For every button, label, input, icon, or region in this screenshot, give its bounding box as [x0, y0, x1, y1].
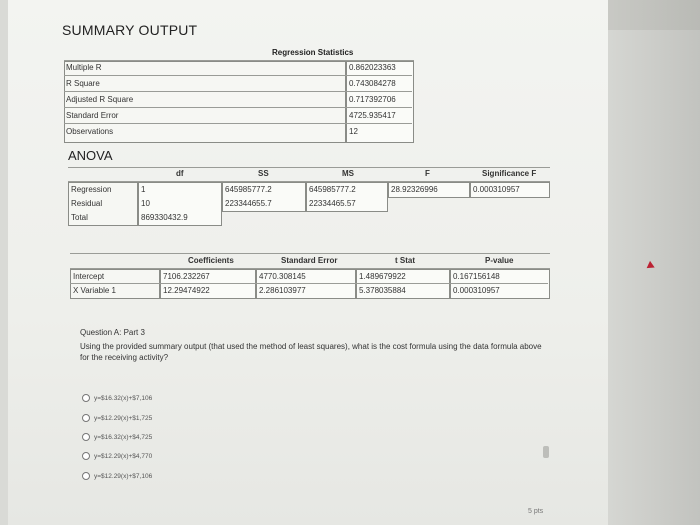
stat-value: 0.743084278	[349, 79, 396, 88]
radio-button-icon[interactable]	[82, 414, 90, 422]
stat-label: Observations	[66, 127, 114, 136]
anova-cell: 645985777.2	[225, 185, 272, 194]
anova-title: ANOVA	[68, 148, 113, 163]
coef-cell: 0.167156148	[453, 272, 500, 281]
points-label: 5 pts	[528, 508, 544, 515]
radio-button-icon[interactable]	[82, 452, 90, 460]
stat-value: 12	[349, 127, 358, 136]
coef-cell: 4770.308145	[259, 272, 306, 281]
rule	[68, 167, 550, 168]
coef-cell: 1.489679922	[359, 272, 406, 281]
coef-cell: 12.29474922	[163, 286, 210, 295]
answer-option[interactable]	[82, 414, 152, 422]
coef-cell: 7106.232267	[163, 272, 210, 281]
coef-row-label: X Variable 1	[73, 286, 116, 295]
answer-option[interactable]	[82, 472, 152, 480]
stat-value: 0.717392706	[349, 95, 396, 104]
anova-row-label: Residual	[71, 199, 103, 208]
anova-cell: 28.92326996	[391, 185, 438, 194]
anova-cell: 223344655.7	[225, 199, 272, 208]
stat-value: 4725.935417	[349, 111, 396, 120]
stat-value: 0.862023363	[349, 63, 396, 72]
coef-header-t-stat: t Stat	[395, 256, 415, 265]
rule	[64, 107, 412, 108]
coef-header-coefficients: Coefficients	[188, 256, 234, 265]
summary-output-title: SUMMARY OUTPUT	[62, 22, 198, 38]
question-text: Using the provided summary output (that used the method of least squares), what is the cost formula using the data formula above for the receiving activity?	[80, 342, 542, 362]
rule	[64, 91, 412, 92]
question-title: Question A: Part 3	[80, 328, 145, 337]
anova-header-ms: MS	[342, 169, 354, 178]
rule	[64, 75, 412, 76]
anova-header-df: df	[176, 169, 184, 178]
rule	[70, 283, 548, 284]
answer-option[interactable]	[82, 452, 152, 460]
answer-option-label: y=$16.32(x)+$7,106	[94, 394, 153, 402]
rule	[70, 253, 550, 254]
side-panel	[605, 30, 700, 525]
stat-label: Multiple R	[66, 63, 102, 72]
anova-header-significance: Significance F	[482, 169, 537, 178]
coef-cell: 5.378035884	[359, 286, 406, 295]
anova-header-ss: SS	[258, 169, 269, 178]
anova-cell: 869330432.9	[141, 213, 188, 222]
scroll-indicator[interactable]	[543, 446, 549, 458]
coef-cell: 2.286103977	[259, 286, 306, 295]
stat-label: Adjusted R Square	[66, 95, 134, 104]
anova-cell: 0.000310957	[473, 185, 520, 194]
answer-option-label: y=$12.29(x)+$7,106	[94, 472, 153, 480]
coef-header-standard-error: Standard Error	[281, 256, 338, 265]
answer-option[interactable]	[82, 433, 152, 441]
anova-row-label: Total	[71, 213, 88, 222]
anova-cell: 1	[141, 185, 146, 194]
anova-cell: 22334465.57	[309, 199, 356, 208]
anova-cell: 10	[141, 199, 150, 208]
radio-button-icon[interactable]	[82, 472, 90, 480]
stat-label: Standard Error	[66, 111, 119, 120]
regression-statistics-header: Regression Statistics	[272, 48, 354, 57]
anova-header-f: F	[425, 169, 430, 178]
coef-cell: 0.000310957	[453, 286, 500, 295]
answer-option[interactable]	[82, 394, 152, 402]
coef-row-label: Intercept	[73, 272, 105, 281]
radio-button-icon[interactable]	[82, 394, 90, 402]
answer-option-label: y=$12.29(x)+$4,770	[94, 452, 153, 460]
anova-row-label: Regression	[71, 185, 112, 194]
coef-header-p-value: P-value	[485, 256, 514, 265]
answer-option-label: y=$12.29(x)+$1,725	[94, 414, 153, 422]
rule	[64, 123, 412, 124]
stat-label: R Square	[66, 79, 100, 88]
anova-cell: 645985777.2	[309, 185, 356, 194]
radio-button-icon[interactable]	[82, 433, 90, 441]
answer-option-label: y=$16.32(x)+$4,725	[94, 433, 153, 441]
